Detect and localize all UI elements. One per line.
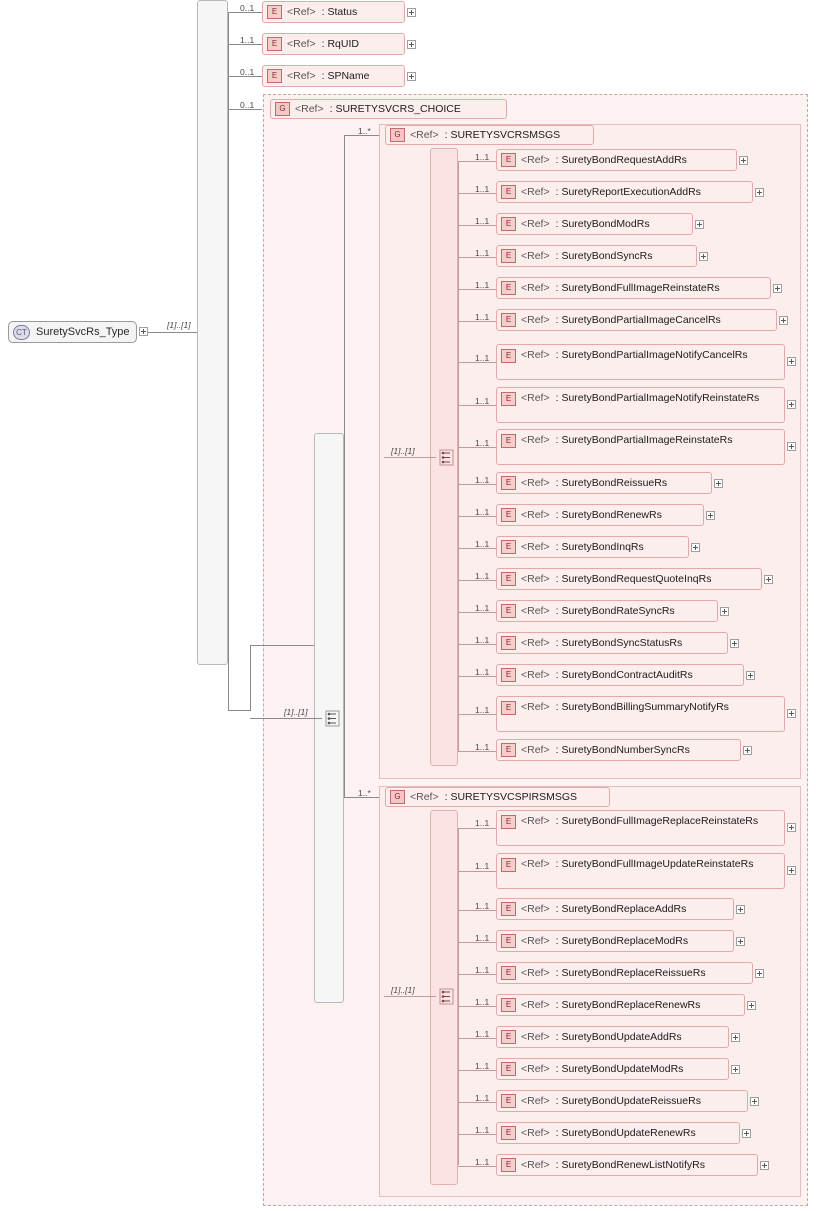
cardinality-item: 1..1 [475,475,490,485]
group-icon: G [275,102,290,116]
ref-label: <Ref> [521,392,550,404]
element-icon: E [501,476,516,490]
cardinality-item: 1..1 [475,933,490,943]
node-suretysvcrsmsgs[interactable] [385,125,594,145]
ref-label: <Ref> [521,935,550,947]
connector-groups-trunk [344,135,345,797]
node-label: : SuretyBondBillingSummaryNotifyRs [555,701,729,713]
cardinality-group1: 1..* [358,126,371,136]
element-icon: E [267,5,282,19]
element-icon: E [501,668,516,682]
expand-icon[interactable] [714,479,723,488]
element-icon: E [501,281,516,295]
element-icon: E [501,153,516,167]
ref-label: <Ref> [521,744,550,756]
node-label: : SuretyBondFullImageReplaceReinstateRs [555,815,759,827]
element-icon: E [501,1062,516,1076]
node-label: : SuretyBondRequestQuoteInqRs [555,573,712,585]
ref-label: <Ref> [287,6,316,18]
expand-icon[interactable] [787,866,796,875]
element-icon: E [501,743,516,757]
element-icon: E [501,349,516,363]
expand-icon[interactable] [760,1161,769,1170]
cardinality-item: 1..1 [475,603,490,613]
cardinality-item: 1..1 [475,248,490,258]
node-label: : SuretyBondSyncRs [555,250,653,262]
ref-label: <Ref> [295,103,324,115]
ref-label: <Ref> [521,701,550,713]
node-label: : SuretyBondFullImageReinstateRs [555,282,720,294]
node-label: : SURETYSVCRS_CHOICE [329,103,461,115]
node-suretybondupdateaddrs[interactable] [496,1026,729,1048]
node-suretybondsyncrs[interactable] [496,245,697,267]
node-suretysvcspirsmsgs[interactable] [385,787,610,807]
node-spname[interactable] [262,65,405,87]
node-label: : SuretyBondFullImageUpdateReinstateRs [555,858,754,870]
node-suretybondupdatereissuers[interactable] [496,1090,748,1112]
cardinality-item: 1..1 [475,216,490,226]
element-icon: E [501,572,516,586]
ref-label: <Ref> [410,791,439,803]
connector-group1-child-trunk [458,161,459,751]
node-suretybondpartialimagecancelrs[interactable] [496,309,777,331]
node-suretybondratesyncrs[interactable] [496,600,718,622]
node-label: : SuretyBondInqRs [555,541,644,553]
cardinality-item: 1..1 [475,396,490,406]
node-suretybondreplacemodrs[interactable] [496,930,734,952]
expand-icon[interactable] [691,543,700,552]
element-icon: E [501,1126,516,1140]
group-icon: G [390,790,405,804]
expand-icon-rquid[interactable] [407,40,416,49]
cardinality-item: 1..1 [475,705,490,715]
ref-label: <Ref> [287,38,316,50]
element-icon: E [501,815,516,829]
node-label: : SuretyBondUpdateModRs [555,1063,684,1075]
node-suretybondmodrs[interactable] [496,213,693,235]
cardinality-group2-inner: [1]..[1] [391,985,415,995]
expand-icon[interactable] [731,1065,740,1074]
cardinality-item: 1..1 [475,353,490,363]
node-label: : SuretyBondModRs [555,218,650,230]
node-label: : SPName [321,70,370,82]
children-container-box [197,0,228,665]
element-icon: E [501,313,516,327]
connector-group1-seq-in [384,457,436,458]
ref-label: <Ref> [521,154,550,166]
cardinality-item: 1..1 [475,818,490,828]
element-icon: E [267,37,282,51]
node-suretybondrequestaddrs[interactable] [496,149,737,171]
cardinality-item: 1..1 [475,312,490,322]
ref-label: <Ref> [521,967,550,979]
connector-item [458,828,496,829]
cardinality-item: 1..1 [475,965,490,975]
node-suretybondfullimageupdatereinstaters[interactable] [496,853,785,889]
expand-icon[interactable] [787,442,796,451]
node-label: : SuretyBondUpdateAddRs [555,1031,682,1043]
cardinality-item: 1..1 [475,539,490,549]
element-icon: E [501,249,516,263]
expand-icon[interactable] [706,511,715,520]
ref-label: <Ref> [521,1159,550,1171]
element-icon: E [501,392,516,406]
cardinality-item: 1..1 [475,571,490,581]
expand-icon[interactable] [750,1097,759,1106]
node-suretybondpartialimagenotifycancelrs[interactable] [496,344,785,380]
expand-icon-spname[interactable] [407,72,416,81]
node-label: : Status [321,6,358,18]
node-suretyreportexecutionaddrs[interactable] [496,181,753,203]
expand-icon[interactable] [773,284,782,293]
connector-item [458,871,496,872]
expand-icon[interactable] [755,969,764,978]
cardinality-item: 1..1 [475,1157,490,1167]
cardinality-item: 1..1 [475,184,490,194]
expand-icon[interactable] [746,671,755,680]
expand-icon[interactable] [742,1129,751,1138]
cardinality-rquid: 1..1 [240,35,255,45]
node-suretybondreplaceaddrs[interactable] [496,898,734,920]
element-icon: E [501,1094,516,1108]
cardinality-item: 1..1 [475,507,490,517]
sequence-icon-choice[interactable] [322,710,340,730]
group-icon: G [390,128,405,142]
node-label: : SuretyBondPartialImageNotifyReinstateRs [555,392,760,404]
cardinality-group2: 1..* [358,788,371,798]
ref-label: <Ref> [521,250,550,262]
ref-label: <Ref> [521,314,550,326]
node-suretybondpartialimagereinstaters[interactable] [496,429,785,465]
node-label: : SuretyBondReplaceModRs [555,935,689,947]
node-suretybondrenewrs[interactable] [496,504,704,526]
node-label: : SuretyReportExecutionAddRs [555,186,701,198]
expand-icon[interactable] [731,1033,740,1042]
expand-icon[interactable] [755,188,764,197]
node-label: : RqUID [321,38,359,50]
sequence-icon-group1[interactable] [436,449,454,469]
node-suretybondrenewlistnotifyrs[interactable] [496,1154,758,1176]
cardinality-item: 1..1 [475,742,490,752]
root-collapse-icon[interactable] [139,327,148,336]
ref-label: <Ref> [521,218,550,230]
ref-label: <Ref> [521,509,550,521]
node-label: : SuretyBondNumberSyncRs [555,744,690,756]
expand-icon[interactable] [736,937,745,946]
node-label: : SuretyBondRenewRs [555,509,662,521]
expand-icon[interactable] [747,1001,756,1010]
element-icon: E [267,69,282,83]
expand-icon[interactable] [779,316,788,325]
element-icon: E [501,902,516,916]
element-icon: E [501,185,516,199]
cardinality-item: 1..1 [475,997,490,1007]
connector-group2-seq-in [384,996,436,997]
cardinality-item: 1..1 [475,438,490,448]
cardinality-item: 1..1 [475,1061,490,1071]
node-suretybondinqrs[interactable] [496,536,689,558]
node-label: : SuretyBondRequestAddRs [555,154,687,166]
expand-icon[interactable] [695,220,704,229]
connector-choice-seq-line [250,718,322,719]
node-suretybondcontractauditrs[interactable] [496,664,744,686]
root-complextype-box[interactable] [8,321,137,343]
node-label: : SuretyBondUpdateReissueRs [555,1095,701,1107]
cardinality-choice-inner: [1]..[1] [284,707,308,717]
node-label: : SuretyBondContractAuditRs [555,669,693,681]
ref-label: <Ref> [521,1031,550,1043]
node-label: : SURETYSVCRSMSGS [444,129,561,141]
node-label: : SuretyBondReplaceReissueRs [555,967,706,979]
ref-label: <Ref> [521,477,550,489]
ref-label: <Ref> [521,605,550,617]
element-icon: E [501,540,516,554]
node-suretybondupdaterenewrs[interactable] [496,1122,740,1144]
node-suretybondreplacerenewrs[interactable] [496,994,745,1016]
ref-label: <Ref> [521,999,550,1011]
ref-label: <Ref> [521,903,550,915]
cardinality-item: 1..1 [475,1125,490,1135]
element-icon: E [501,858,516,872]
node-label: : SuretyBondPartialImageReinstateRs [555,434,733,446]
element-icon: E [501,604,516,618]
element-icon: E [501,434,516,448]
element-icon: E [501,636,516,650]
cardinality-item: 1..1 [475,901,490,911]
expand-icon[interactable] [787,400,796,409]
cardinality-item: 1..1 [475,667,490,677]
ref-label: <Ref> [521,186,550,198]
ref-label: <Ref> [521,1063,550,1075]
node-label: : SuretyBondPartialImageCancelRs [555,314,721,326]
expand-icon[interactable] [730,639,739,648]
element-icon: E [501,1030,516,1044]
ref-label: <Ref> [521,434,550,446]
expand-icon[interactable] [743,746,752,755]
ref-label: <Ref> [521,282,550,294]
cardinality-item: 1..1 [475,1029,490,1039]
root-label: SuretySvcRs_Type [36,326,130,338]
element-icon: E [501,217,516,231]
element-icon: E [501,1158,516,1172]
root-cardinality: [1]..[1] [167,320,191,330]
cardinality-item: 1..1 [475,152,490,162]
node-suretybondreplacereissuers[interactable] [496,962,753,984]
expand-icon[interactable] [787,823,796,832]
ref-label: <Ref> [521,349,550,361]
cardinality-group1-inner: [1]..[1] [391,446,415,456]
connector-trunk-main [228,12,229,710]
complextype-icon: CT [13,325,30,340]
expand-icon[interactable] [787,709,796,718]
node-label: : SuretyBondRateSyncRs [555,605,675,617]
element-icon: E [501,701,516,715]
node-suretybondpartialimagenotifyreinstaters[interactable] [496,387,785,423]
expand-icon[interactable] [720,607,729,616]
expand-icon-status[interactable] [407,8,416,17]
cardinality-choice-group: 0..1 [240,100,255,110]
node-suretysvcrs-choice[interactable] [270,99,507,119]
element-icon: E [501,998,516,1012]
node-label: : SuretyBondReissueRs [555,477,668,489]
cardinality-status: 0..1 [240,3,255,13]
node-label: : SuretyBondRenewListNotifyRs [555,1159,706,1171]
node-rquid[interactable] [262,33,405,55]
expand-icon[interactable] [739,156,748,165]
node-suretybondbillingsummarynotifyrs[interactable] [496,696,785,732]
node-label: : SuretyBondReplaceRenewRs [555,999,701,1011]
ref-label: <Ref> [521,637,550,649]
connector-stub-bottom [228,710,250,711]
connector-choice-to-box [250,645,314,646]
ref-label: <Ref> [521,573,550,585]
ref-label: <Ref> [521,1127,550,1139]
cardinality-item: 1..1 [475,1093,490,1103]
expand-icon[interactable] [764,575,773,584]
cardinality-item: 1..1 [475,635,490,645]
ref-label: <Ref> [521,815,550,827]
ref-label: <Ref> [521,541,550,553]
ref-label: <Ref> [287,70,316,82]
cardinality-item: 1..1 [475,861,490,871]
node-status[interactable] [262,1,405,23]
node-label: : SuretyBondSyncStatusRs [555,637,683,649]
ref-label: <Ref> [521,669,550,681]
node-label: : SuretyBondUpdateRenewRs [555,1127,696,1139]
element-icon: E [501,934,516,948]
expand-icon[interactable] [787,357,796,366]
expand-icon[interactable] [736,905,745,914]
node-suretybondupdatemodrs[interactable] [496,1058,729,1080]
sequence-icon-group2[interactable] [436,988,454,1008]
expand-icon[interactable] [699,252,708,261]
node-label: : SuretyBondReplaceAddRs [555,903,687,915]
node-suretybondfullimagereinstaters[interactable] [496,277,771,299]
cardinality-spname: 0..1 [240,67,255,77]
element-icon: E [501,966,516,980]
node-suretybondfullimagereplacereinstaters[interactable] [496,810,785,846]
node-suretybondnumbersyncrs[interactable] [496,739,741,761]
node-suretybondrequestquoteinqrs[interactable] [496,568,762,590]
connector-group2-child-trunk [458,828,459,1165]
element-icon: E [501,508,516,522]
ref-label: <Ref> [410,129,439,141]
ref-label: <Ref> [521,858,550,870]
node-label: : SURETYSVCSPIRSMSGS [444,791,578,803]
node-suretybondsyncstatusrs[interactable] [496,632,728,654]
ref-label: <Ref> [521,1095,550,1107]
node-suretybondreissuers[interactable] [496,472,712,494]
node-label: : SuretyBondPartialImageNotifyCancelRs [555,349,748,361]
cardinality-item: 1..1 [475,280,490,290]
connector-choice-vertical [250,645,251,711]
